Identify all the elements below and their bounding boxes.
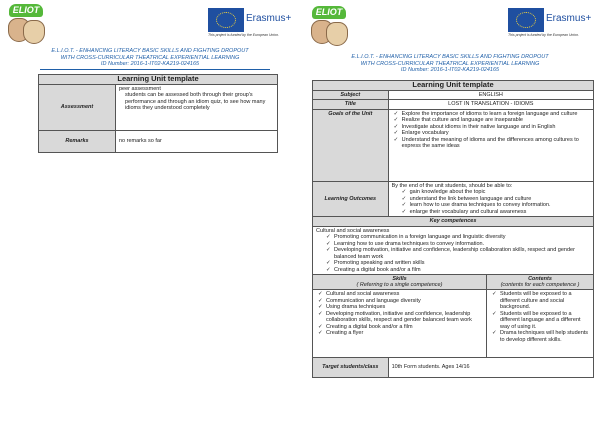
- project-info: [10, 48, 290, 68]
- goals-list: [392, 111, 590, 150]
- table-title: Learning Unit template: [313, 81, 594, 91]
- mask-icon: [23, 20, 45, 44]
- goals-label: Goals of the Unit: [313, 109, 389, 181]
- list-item: ✓ Promoting communication in a foreign language and linguistic diversity: [334, 234, 590, 241]
- competences-value: Cultural and social awareness ✓ Promoting communication in a foreign language and linguistic diversity ✓ Learning how to use drama techniques to convey information. ✓ Developing motivation, initiative and confidence, leadership collaboration skills, respect and gender balanced team work ✓ Promoting speaking and written skills ✓ Creating a digital book and/or a film: [313, 226, 594, 275]
- erasmus-logo: [508, 8, 600, 38]
- title-label: Title: [313, 100, 389, 110]
- project-line: ID Number: 2016-1-IT02-KA219-024165: [400, 67, 500, 73]
- list-item: ✓ Cultural and social awareness: [326, 291, 483, 298]
- assessment-value: peer assessment students can be assessed both through their group's performance and through an idiom quiz, to see how many idioms they understood completely: [116, 84, 278, 130]
- eu-funding-note: This project is funded by the European Union.: [208, 33, 280, 37]
- key-competences-label: Key competences: [313, 217, 594, 227]
- list-item: ✓ Students will be exposed to a different language and a different way of using it.: [500, 311, 590, 331]
- list-item: ✓ Developing motivation, initiative and confidence, leadership collaboration skills, respect and gender balanced team work: [334, 247, 590, 260]
- eu-funding-note: This project is funded by the European Union.: [508, 33, 580, 37]
- learning-unit-table: [312, 80, 594, 378]
- project-line: WITH CROSS-CURRICULAR THEATRICAL EXPERIENTIAL LEARNING: [60, 54, 240, 61]
- contents-sub: (contents for each competence ): [500, 282, 580, 288]
- contents-header: [487, 275, 594, 290]
- list-item: ✓ gain knowledge about the topic: [410, 189, 590, 196]
- divider: [40, 69, 270, 70]
- list-item: ✓ Promoting speaking and written skills: [334, 260, 590, 267]
- target-value: 10th Form students. Ages 14/16: [388, 358, 593, 378]
- contents-label: Contents: [528, 276, 552, 282]
- table-title: Learning Unit template: [39, 75, 278, 85]
- skills-list: [316, 291, 483, 337]
- list-item: ✓ Learning how to use drama techniques to convey information.: [334, 241, 590, 248]
- assessment-label: Assessment: [39, 84, 116, 130]
- right-page: [300, 0, 600, 424]
- list-item: ✓ Enlarge vocabulary: [402, 130, 590, 137]
- remarks-value: no remarks so far: [116, 130, 278, 152]
- list-item: ✓ Creating a digital book and/or a film: [334, 267, 590, 274]
- project-info: [310, 54, 590, 74]
- erasmus-wordmark: Erasmus+: [546, 13, 592, 24]
- project-line: WITH CROSS-CURRICULAR THEATRICAL EXPERIENTIAL LEARNING: [360, 60, 540, 67]
- erasmus-logo: [208, 8, 300, 38]
- eliot-logo-text: ELIOT: [312, 6, 346, 19]
- list-item: ✓ Creating a flyer: [326, 330, 483, 337]
- outcomes-label: Learning Outcomes: [313, 181, 389, 217]
- project-line: ID Number: 2016-1-IT02-KA219-024165: [100, 61, 200, 67]
- eu-flag-icon: [208, 8, 244, 32]
- eu-flag-icon: [508, 8, 544, 32]
- eliot-logo: [308, 6, 350, 46]
- contents-value: [487, 290, 594, 358]
- mask-icon: [326, 22, 348, 46]
- skills-header: [313, 275, 487, 290]
- outcomes-list: [392, 189, 590, 215]
- list-item: ✓ Communication and language diversity: [326, 298, 483, 305]
- erasmus-wordmark: Erasmus+: [246, 13, 292, 24]
- remarks-label: Remarks: [39, 130, 116, 152]
- target-label: Target students/class: [313, 358, 389, 378]
- skills-sub: ( Referring to a single competence): [356, 282, 443, 288]
- project-line: E.L.I.O.T. - ENHANCING LITERACY BASIC SKILLS AND FIGHTING DROPOUT: [351, 54, 549, 60]
- competences-list: [316, 234, 590, 273]
- list-item: ✓ Investigate about idioms in their native language and in English: [402, 124, 590, 131]
- list-item: ✓ enlarge their vocabulary and cultural awareness: [410, 209, 590, 216]
- subject-value: ENGLISH: [388, 90, 593, 100]
- list-item: ✓ Creating a digital book and/or a film: [326, 324, 483, 331]
- list-item: ✓ Developing motivation, initiative and confidence, leadership collaboration skills, respect and gender balanced team work: [326, 311, 483, 324]
- skills-label: Skills: [392, 276, 407, 282]
- list-item: ✓ understand the link between language and culture: [410, 196, 590, 203]
- goals-value: [388, 109, 593, 181]
- title-value: LOST IN TRANSLATION - IDIOMS: [388, 100, 593, 110]
- learning-unit-table: [38, 74, 278, 153]
- subject-label: Subject: [313, 90, 389, 100]
- list-item: ✓ Understand the meaning of idioms and the differences among cultures to express the same ideas: [402, 137, 590, 150]
- list-item: ✓ learn how to use drama techniques to convey information.: [410, 202, 590, 209]
- skills-value: [313, 290, 487, 358]
- list-item: ✓ Realize that culture and language are inseparable: [402, 117, 590, 124]
- eliot-logo: [5, 4, 47, 44]
- project-line: E.L.I.O.T. - ENHANCING LITERACY BASIC SKILLS AND FIGHTING DROPOUT: [51, 48, 249, 54]
- eliot-logo-text: ELIOT: [9, 4, 43, 17]
- list-item: ✓ Explore the importance of idioms to learn a foreign language and culture: [402, 111, 590, 118]
- list-item: ✓ Students will be exposed to a different culture and social background.: [500, 291, 590, 311]
- list-item: ✓ Drama techniques will help students to develop different skills.: [500, 330, 590, 343]
- list-item: ✓ Using drama techniques: [326, 304, 483, 311]
- contents-list: [490, 291, 590, 343]
- outcomes-value: By the end of the unit students, should be able to: ✓ gain knowledge about the topic ✓ understand the link between language and culture ✓ learn how to use drama techniques to convey information. ✓ enlarge their vocabulary and cultural awareness: [388, 181, 593, 217]
